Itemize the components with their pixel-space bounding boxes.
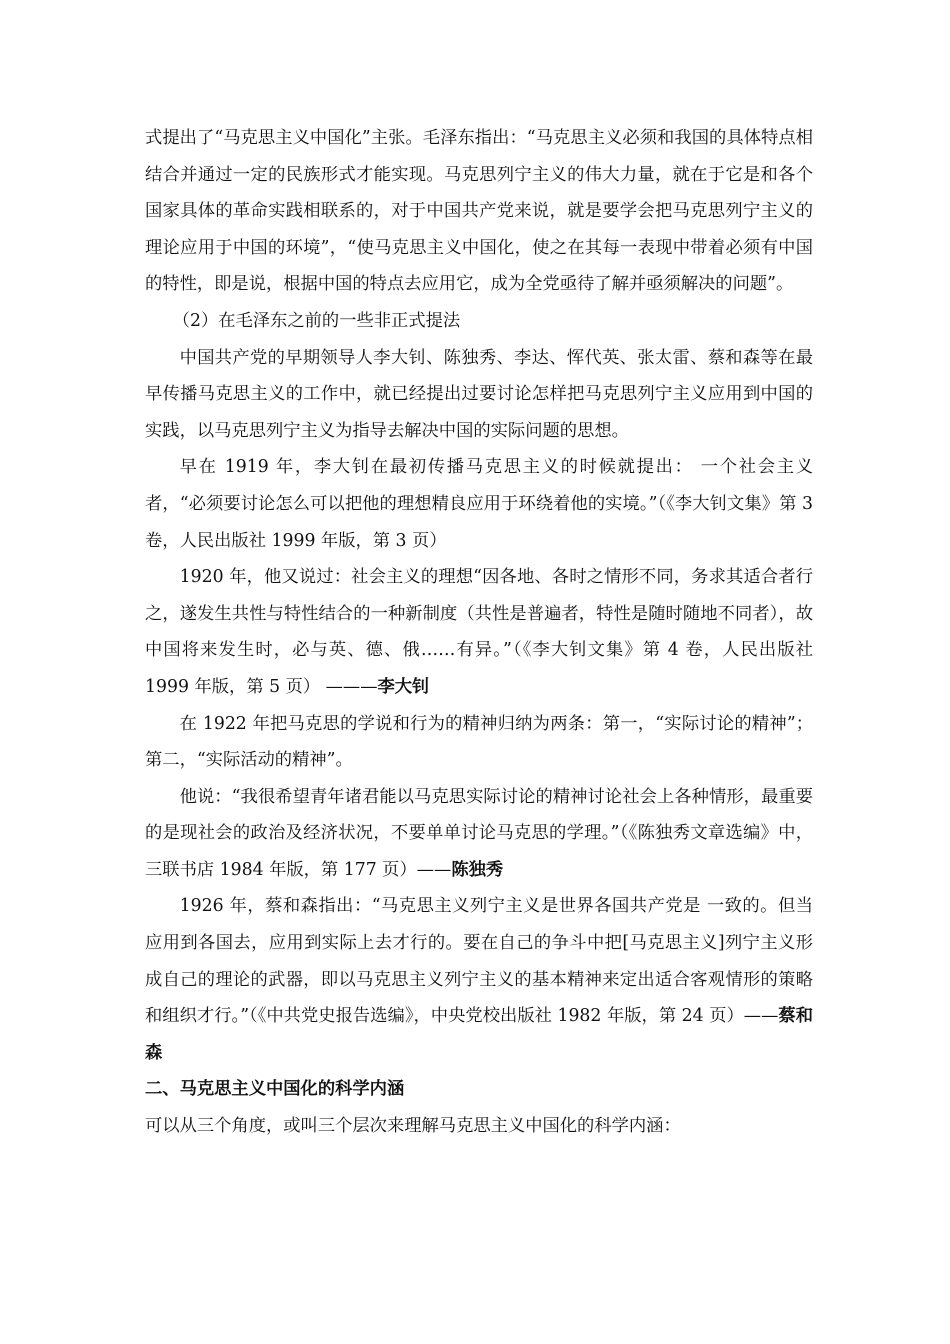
author-name: 李大钊 bbox=[377, 676, 430, 697]
quote-text: 他说：“我很希望青年诸君能以马克思实际讨论的精神讨论社会上各种情形，最重要的是现社会的政治及经济状况，不要单单讨论马克思的学理。”（《陈独秀文章选编》中，三联书店 1984 年版，第 177 页）—— bbox=[145, 786, 813, 880]
quote-text: 1926 年，蔡和森指出：“马克思主义列宁主义是世界各国共产党是 一致的。但当应用到各国去，应用到实际上去才行的。要在自己的争斗中把[马克思主义]列宁主义形成自己的理论的武器，即以马克思主义列宁主义的基本精神来定出适合客观情形的策略和组织才行。”（《中共党史报告选编》，中央党校出版社 1982 年版，第 24 页）—— bbox=[145, 896, 813, 1027]
author-name: 陈独秀 bbox=[451, 859, 504, 880]
document-page bbox=[145, 120, 813, 1145]
paragraph-mao-quote: 式提出了“马克思主义中国化”主张。毛泽东指出：“马克思主义必须和我国的具体特点相结合并通过一定的民族形式才能实现。马克思列宁主义的伟大力量，就在于它是和各个国家具体的革命实践相联系的，对于中国共产党来说，就是要学会把马克思列宁主义的理论应用于中国的环境”，“使马克思主义中国化，使之在其每一表现中带着必须有中国的特性，即是说，根据中国的特点去应用它，成为全党亟待了解并亟须解决的问题”。 bbox=[145, 128, 813, 295]
quote-text: 1920 年，他又说过：社会主义的理想“因各地、各时之情形不同，务求其适合者行之，遂发生共性与特性结合的一种新制度（共性是普遍者，特性是随时随地不同者），故中国将来发生时，必与英、德、俄……有异。”（《李大钊文集》第 4 卷，人民出版社 1999 年版，第 5 页） ——— bbox=[145, 567, 813, 697]
section-heading: 二、马克思主义中国化的科学内涵 bbox=[145, 1079, 405, 1100]
paragraph-1922: 在 1922 年把马克思的学说和行为的精神归纳为两条：第一，“实际讨论的精神”；第二，“实际活动的精神”。 bbox=[145, 713, 813, 771]
paragraph-cai-hesen bbox=[145, 888, 813, 1071]
paragraph-intro: 可以从三个角度，或叫三个层次来理解马克思主义中国化的科学内涵： bbox=[145, 1116, 681, 1137]
paragraph-li-dazhao-1920 bbox=[145, 559, 813, 705]
author-name: 蔡和森 bbox=[145, 1006, 813, 1063]
paragraph-li-dazhao-1919: 早在 1919 年，李大钊在最初传播马克思主义的时候就提出： 一个社会主义者，“必须要讨论怎么可以把他的理想精良应用于环绕着他的实境。”（《李大钊文集》第 3 卷，人民出版社 1999 年版，第 3 页） bbox=[145, 457, 813, 551]
paragraph-early-leaders: 中国共产党的早期领导人李大钊、陈独秀、李达、恽代英、张太雷、蔡和森等在最早传播马克思主义的工作中，就已经提出过要讨论怎样把马克思列宁主义应用到中国的实践，以马克思列宁主义为指导去解决中国的实际问题的思想。 bbox=[145, 347, 813, 441]
subsection-title: （2）在毛泽东之前的一些非正式提法 bbox=[172, 310, 461, 331]
paragraph-chen-duxiu bbox=[145, 779, 813, 889]
